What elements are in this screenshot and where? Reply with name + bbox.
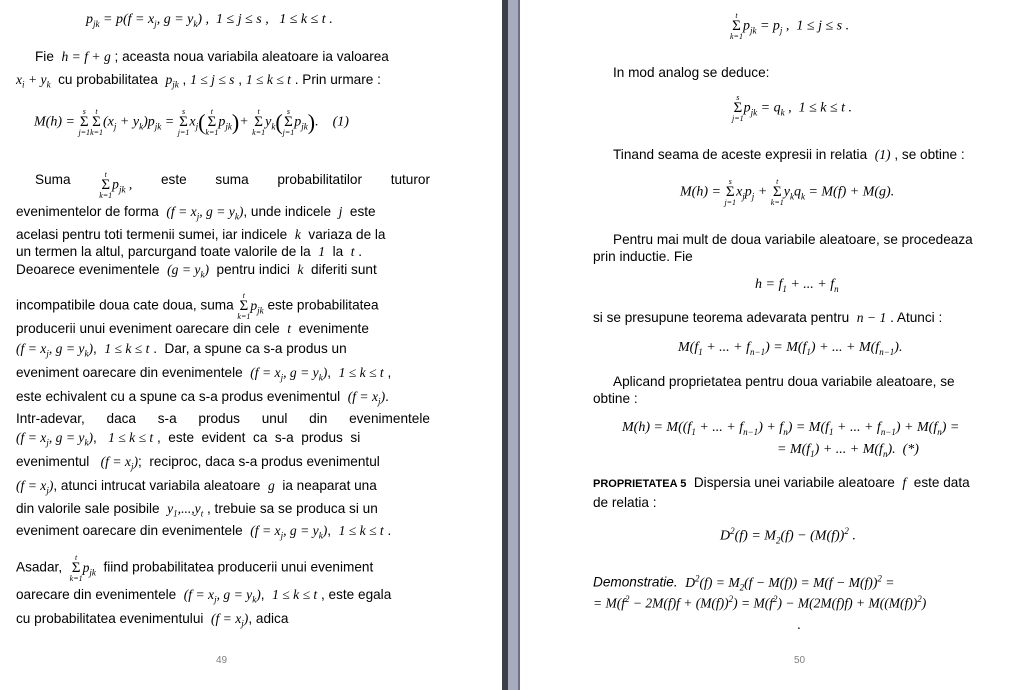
text-line: evenimentelor de forma ($f = x_j$, $g = y_k$), unde indicele j este xyxy=(16,204,376,222)
text-line: evenimentul $(f = x_j)$; reciproc, daca s-a produs evenimentul xyxy=(16,454,380,472)
text-line: Suma t Σ k=1 $p_{jk}$ , este suma probabilitatilor tuturor xyxy=(35,170,430,200)
formula-h: $h = f_1$ + ... + $f_n$ xyxy=(755,277,839,294)
text-line: $(f = x_j)$, atunci intrucat variabila aleatoare g ia neaparat una xyxy=(16,478,377,496)
right-page xyxy=(520,0,1018,690)
text-line: Pentru mai mult de doua variabile aleatoare, se procedeaza xyxy=(613,232,973,247)
text-line: producerii unui eveniment oarecare din cele t evenimente xyxy=(16,321,369,336)
formula-demo-2: = $M(f^2 - 2M(f)f + (M(f))^2) = M(f^2) - M(2M(f)f) + M((M(f))^2)$ xyxy=(593,594,927,611)
page-number: 50 xyxy=(794,655,806,666)
text-line: eveniment oarecare din evenimentele ($f = x_j$, $g = y_k$), 1 ≤ k ≤ t . xyxy=(16,523,392,541)
text-line: Demonstratie. $D^2(f) = M_2(f - M(f)) = M(f - M(f))^2$ = xyxy=(593,573,895,593)
trailing-mark: . xyxy=(797,617,801,632)
formula-mh: M(h) = s Σ j=1 $x_jp_j$ + t Σ k=1 $y_kq_k = M(f) + M(g)$. xyxy=(680,177,895,207)
text-line: este echivalent cu a spune ca s-a produs evenimentul $(f = x_j)$. xyxy=(16,389,389,407)
text-line: cu probabilitatea evenimentului $(f = x_j)$, adica xyxy=(16,611,289,629)
text-line: Aplicand proprietatea pentru doua variabile aleatoare, se xyxy=(613,374,955,389)
text-line: In mod analog se deduce: xyxy=(613,65,770,80)
text-line: si se presupune teorema adevarata pentru n − 1 . Atunci : xyxy=(593,310,943,325)
text-line: ($f = x_j$, $g = y_k$), 1 ≤ k ≤ t , este evident ca s-a produs si xyxy=(16,430,361,448)
page-gutter xyxy=(502,0,520,690)
formula-pjk: $p_{jk} = p(f = x_j$, $g = y_k$) , 1 ≤ j ≤ s , 1 ≤ k ≤ t . xyxy=(86,12,333,29)
text-line: un termen la altul, parcurgand toate valorile de la 1 la t . xyxy=(16,244,363,259)
formula-aplicand-1: $M(h) = M((f_1$ + ... + $f_{n-1}) + f_n) = M(f_1$ + ... + $f_{n-1}) + M(f_n)$ = xyxy=(622,420,960,437)
demonstration-label: Demonstratie. xyxy=(593,574,678,590)
text-line: Intr-adevar, daca s-a produs unul din evenimentele xyxy=(16,411,430,426)
text-line: eveniment oarecare din evenimentele ($f = x_j$, $g = y_k$), 1 ≤ k ≤ t , xyxy=(16,365,392,383)
formula-disp: $D^2(f) = M_2(f) - (M(f))^2$ . xyxy=(720,526,856,546)
text-line: acelasi pentru toti termenii sumei, iar indicele k variaza de la xyxy=(16,227,386,242)
page-number: 49 xyxy=(216,655,228,666)
formula-aplicand-2: = $M(f_1)$ + ... + $M(f_n)$. (*) xyxy=(777,442,919,459)
text-line: PROPRIETATEA 5 Dispersia unei variabile aleatoare f este data xyxy=(593,475,970,490)
formula-1: M(h) = s Σ j=1 t Σ k=1 $(x_j + y_k)p_{jk}$ = s Σ j=1 $x_j$( t Σ k=1 $p_{jk})+$ t Σ k=1 $y_k$( s Σ j=1 $p_{jk}$). (1) xyxy=(34,107,349,137)
text-line: din valorile sale posibile $y_1,...,y_t$ , trebuie sa se produca si un xyxy=(16,501,378,519)
text-line: obtine : xyxy=(593,391,638,406)
formula-sum-pj: t Σ k=1 $p_{jk} = p_j$ , 1 ≤ j ≤ s . xyxy=(730,11,850,41)
text-line: incompatibile doua cate doua, suma t Σ k=1 $p_{jk}$ este probabilitatea xyxy=(16,291,379,321)
text-line: oarecare din evenimentele ($f = x_j$, $g = y_k$), 1 ≤ k ≤ t , este egala xyxy=(16,587,392,605)
text-line: Fie h = f + g ; aceasta noua variabila aleatoare ia valoarea xyxy=(35,49,389,64)
property-label: PROPRIETATEA 5 xyxy=(593,478,687,490)
text-line: de relatia : xyxy=(593,495,657,510)
text-line: Asadar, t Σ k=1 $p_{jk}$ fiind probabilitatea producerii unui eveniment xyxy=(16,553,374,583)
text-line: ($f = x_j$, $g = y_k$), 1 ≤ k ≤ t . Dar, a spune ca s-a produs un xyxy=(16,341,347,359)
left-page xyxy=(0,0,502,690)
text-line: Tinand seama de aceste expresii in relatia (1) , se obtine : xyxy=(613,147,965,162)
formula-sum-qk: s Σ j=1 $p_{jk} = q_k$ , 1 ≤ k ≤ t . xyxy=(732,93,853,123)
text-line: prin inductie. Fie xyxy=(593,249,693,264)
formula-induct: $M(f_1$ + ... + $f_{n-1}) = M(f_1)$ + ... + $M(f_{n-1})$. xyxy=(678,340,903,357)
text-line: $x_i + y_k$ cu probabilitatea $p_{jk}$ , 1 ≤ j ≤ s , 1 ≤ k ≤ t . Prin urmare : xyxy=(16,72,381,90)
text-line: Deoarece evenimentele $(g = y_k)$ pentru indici k diferiti sunt xyxy=(16,262,377,280)
